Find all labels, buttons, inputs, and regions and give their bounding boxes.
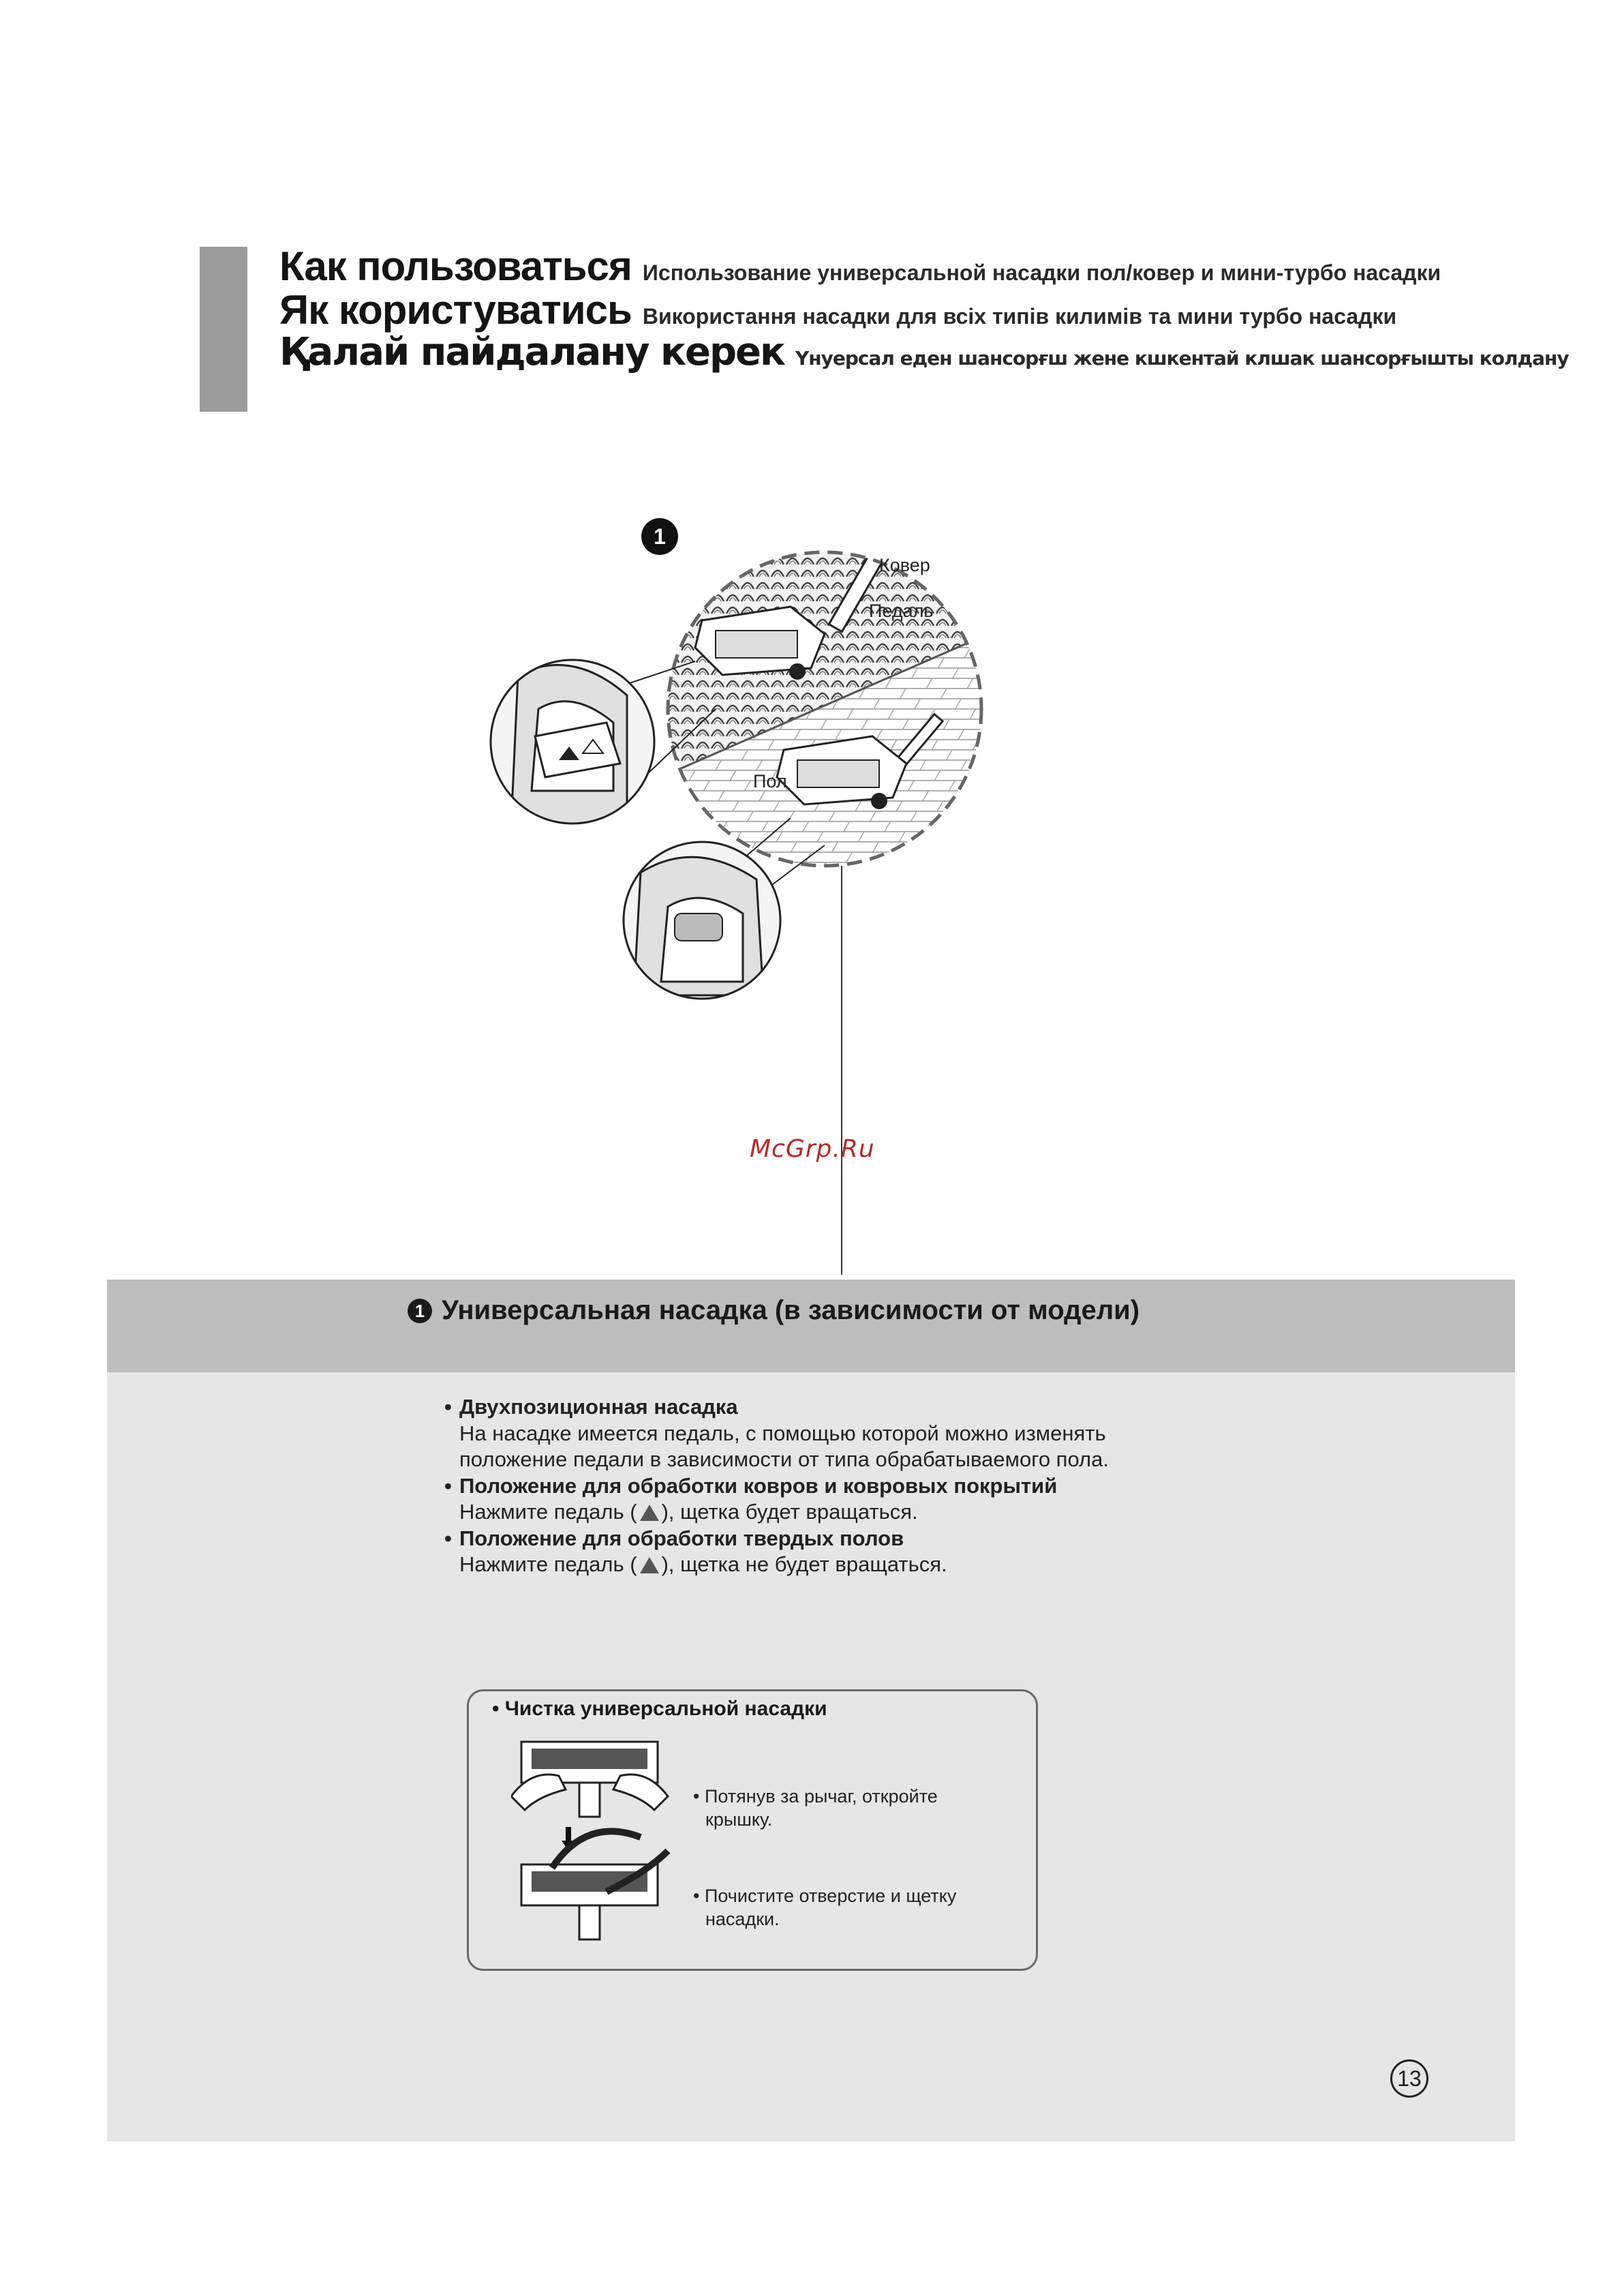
- watermark: McGrp.Ru: [750, 1135, 875, 1163]
- item-text-3: Нажмите педаль ( ), щетка не будет вращаться.: [459, 1552, 947, 1576]
- title-main-ua: Як користуватись: [279, 287, 632, 333]
- panel-title-text: Универсальная насадка (в зависимости от модели): [442, 1295, 1140, 1325]
- item-heading-3: • Положение для обработки твердых полов: [444, 1526, 904, 1550]
- instructions: [444, 1394, 1262, 1578]
- svg-text:1: 1: [654, 524, 666, 549]
- item-text-1a: На насадке имеется педаль, с помощью которой можно изменять: [459, 1421, 1106, 1445]
- item-heading-2: • Положение для обработки ковров и ковровых покрытий: [444, 1473, 1058, 1498]
- item-heading-1: • Двухпозиционная насадка: [444, 1395, 738, 1419]
- title-main-ru: Как пользоваться: [279, 243, 632, 289]
- info-panel-header: [107, 1280, 1515, 1372]
- label-pedal: Педаль: [869, 601, 934, 621]
- title-line-kz: [279, 330, 1569, 374]
- cleaning-step-2: • Почистите отверстие и щетку насадки.: [693, 1886, 957, 1929]
- panel-number-badge: 1: [408, 1299, 432, 1323]
- cleaning-step-1: • Потянув за рычаг, откройте крышку.: [693, 1786, 938, 1830]
- item-text-1b: положение педали в зависимости от типа обрабатываемого пола.: [459, 1447, 1109, 1471]
- title-sub-ua: Використання насадки для всіх типів килимів та мини турбо насадки: [642, 304, 1397, 329]
- page-number: 13: [1390, 2059, 1428, 2098]
- pedal-down-icon: [640, 1557, 659, 1573]
- title-main-kz: Қалай пайдалану керек: [279, 330, 785, 374]
- nozzle-illustration: [470, 504, 1036, 1288]
- label-carpet: Ковер: [879, 555, 930, 575]
- title-line-ua: [279, 286, 1396, 333]
- panel-title: [408, 1295, 1139, 1326]
- step-marker-1: [641, 518, 678, 555]
- cleaning-title: • Чистка универсальной насадки: [492, 1697, 827, 1720]
- carpet-floor-scene: [661, 541, 988, 873]
- item-text-2: Нажмите педаль ( ), щетка будет вращаться.: [459, 1500, 918, 1524]
- title-sub-kz: Үнуерсал еден шансорғш жене кшкентай клшак шансорғышты колдану: [795, 347, 1569, 369]
- title-line-ru: [279, 243, 1441, 290]
- pedal-up-icon: [640, 1505, 659, 1521]
- title-sub-ru: Использование универсальной насадки пол/ковер и мини-турбо насадки: [642, 260, 1441, 285]
- label-floor: Пол: [753, 771, 787, 791]
- cleaning-illustration: [511, 1735, 682, 1960]
- section-side-bar: [200, 247, 247, 412]
